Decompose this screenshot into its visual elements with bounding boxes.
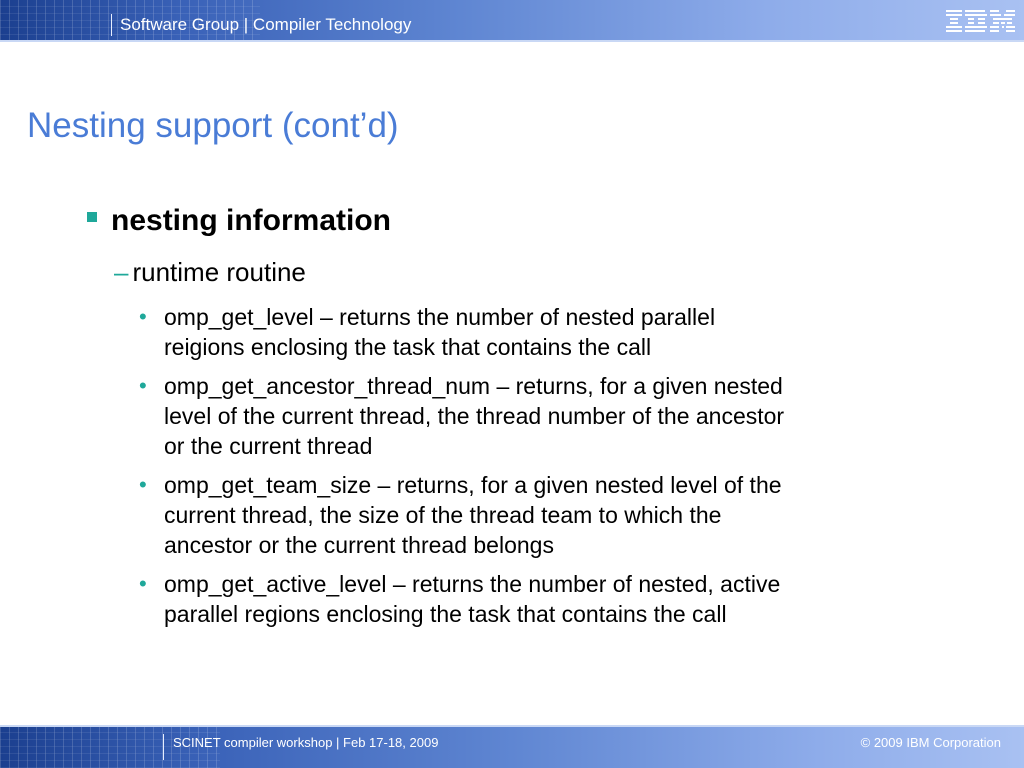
slide-title: Nesting support (cont’d) [27,106,399,145]
square-bullet-icon [87,212,97,222]
list-item-line: omp_get_ancestor_thread_num – returns, for a given nested [164,373,783,399]
bullet-level1 [87,202,391,240]
list-item-line: current thread, the size of the thread team to which the [164,502,722,528]
bullet-level2 [114,256,306,288]
bullet-level2-text: runtime routine [132,257,306,287]
header-separator [111,14,112,36]
bullet-level1-text: nesting information [111,204,391,237]
header-band [0,0,1024,42]
list-item-line: omp_get_team_size – returns, for a given nested level of the [164,472,782,498]
ibm-logo [944,7,1018,35]
footer-copyright: © 2009 IBM Corporation [860,735,1001,750]
list-item-line: reigions enclosing the task that contains the call [164,334,652,360]
footer-event-text: SCINET compiler workshop | Feb 17-18, 2009 [173,735,439,750]
dash-bullet-icon: – [114,257,129,287]
list-item-line: or the current thread [164,433,373,459]
list-item-line: parallel regions enclosing the task that contains the call [164,601,727,627]
dot-bullet-icon: • [139,571,147,596]
list-item [139,302,949,362]
dot-bullet-icon: • [139,472,147,497]
list-item-line: omp_get_active_level – returns the number of nested, active [164,571,781,597]
list-item [139,470,949,560]
list-item [139,371,949,461]
header-title: Software Group | Compiler Technology [120,15,412,34]
dot-bullet-icon: • [139,304,147,329]
footer-separator [163,734,164,760]
list-item-line: level of the current thread, the thread number of the ancestor [164,403,785,429]
bullet-level3-list [139,302,949,638]
list-item-line: ancestor or the current thread belongs [164,532,554,558]
list-item [139,569,949,629]
list-item-line: omp_get_level – returns the number of nested parallel [164,304,716,330]
dot-bullet-icon: • [139,373,147,398]
